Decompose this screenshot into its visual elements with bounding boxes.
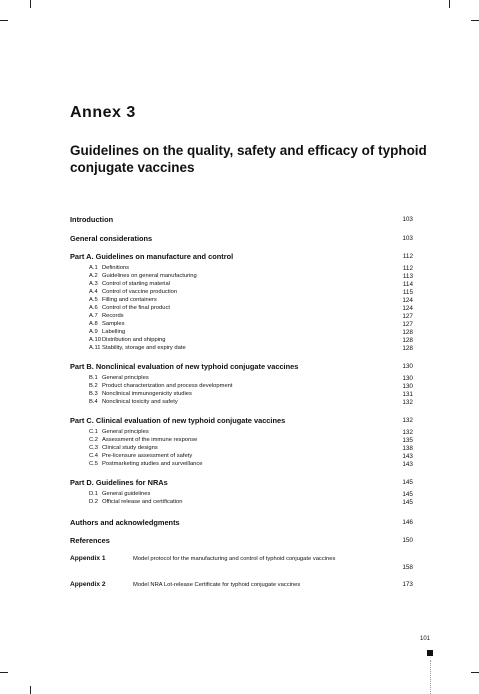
toc-number: A.5 [89, 297, 98, 303]
toc-page: 130 [402, 383, 413, 390]
toc-label: Stability, storage and expiry date [102, 345, 186, 351]
page-number: 101 [420, 636, 431, 642]
toc-number: C.3 [89, 445, 99, 451]
toc-page: 113 [402, 273, 413, 280]
toc-appendix-text: Model protocol for the manufacturing and control of typhoid conjugate vaccines [133, 556, 336, 562]
toc-page: 143 [402, 453, 413, 460]
toc-label: Filling and containers [102, 297, 157, 303]
crop-mark [30, 686, 31, 694]
toc-number: C.1 [89, 429, 99, 435]
crop-mark [471, 672, 479, 673]
toc-label: Distribution and shipping [102, 337, 166, 343]
annex-heading: Annex 3 [70, 104, 136, 121]
toc-number: A.8 [89, 321, 98, 327]
toc-label: General principles [102, 375, 149, 381]
toc-label: Records [102, 313, 124, 319]
toc-label: Labelling [102, 329, 126, 335]
toc-number: B.3 [89, 391, 98, 397]
toc-label: Nonclinical toxicity and safety [102, 399, 178, 405]
toc-entry-authors[interactable] [0, 518, 479, 527]
toc-page: 150 [402, 537, 413, 544]
crop-mark [0, 20, 8, 21]
toc-label: Clinical study designs [102, 445, 158, 451]
toc-label: Assessment of the immune response [102, 437, 198, 443]
toc-page: 128 [402, 337, 413, 344]
page-title: Guidelines on the quality, safety and efficacy of typhoid conjugate vaccines [70, 143, 427, 175]
thumb-tab-marker [427, 650, 433, 656]
toc-subentry[interactable] [0, 498, 479, 507]
toc-page: 131 [402, 391, 413, 398]
toc-label: Control of starting material [102, 281, 170, 287]
toc-label: General guidelines [102, 491, 151, 497]
toc-entry-appendix-2[interactable] [0, 580, 479, 589]
toc-number: C.5 [89, 461, 99, 467]
toc-page: 127 [402, 313, 413, 320]
toc-number: D.2 [89, 499, 99, 505]
toc-page: 135 [402, 437, 413, 444]
toc-number: A.3 [89, 281, 98, 287]
toc-label: Postmarketing studies and surveillance [102, 461, 203, 467]
toc-page: 143 [402, 461, 413, 468]
toc-number: A.10 [89, 337, 101, 343]
toc-label: Guidelines on general manufacturing [102, 273, 197, 279]
toc-label: Control of the final product [102, 305, 170, 311]
toc-label: Pre-licensure assessment of safety [102, 453, 193, 459]
crop-mark [471, 20, 479, 21]
toc-page: 112 [402, 265, 413, 272]
toc-subentry[interactable] [0, 344, 479, 353]
toc-appendix-text: Model NRA Lot-release Certificate for typhoid conjugate vaccines [133, 582, 301, 588]
crop-mark [449, 0, 450, 8]
toc-number: A.7 [89, 313, 98, 319]
toc-number: D.1 [89, 491, 99, 497]
toc-entry-part-b[interactable] [0, 362, 479, 371]
toc-label: Authors and acknowledgments [70, 518, 180, 527]
toc-page: 173 [402, 581, 413, 588]
toc-page: 124 [402, 305, 413, 312]
trim-line [430, 660, 431, 694]
toc-subentry[interactable] [0, 398, 479, 407]
toc-label: Introduction [70, 215, 114, 224]
toc-page: 132 [402, 399, 413, 406]
toc-page: 128 [402, 329, 413, 336]
toc-entry-appendix-1[interactable] [0, 554, 479, 572]
toc-page: 132 [402, 417, 413, 424]
toc-page: 112 [402, 253, 413, 260]
toc-entry-part-d[interactable] [0, 478, 479, 487]
toc-page: 124 [402, 297, 413, 304]
toc-page: 145 [402, 491, 413, 498]
crop-mark [30, 0, 31, 8]
toc-page: 138 [402, 445, 413, 452]
toc-label: Official release and certification [102, 499, 183, 505]
toc-entry-introduction[interactable] [0, 215, 479, 224]
toc-number: A.1 [89, 265, 98, 271]
toc-number: A.9 [89, 329, 98, 335]
toc-label: Part A. Guidelines on manufacture and control [70, 252, 234, 261]
toc-page: 114 [402, 281, 413, 288]
toc-subentry[interactable] [0, 460, 479, 469]
toc-entry-general[interactable] [0, 234, 479, 243]
toc-entry-part-c[interactable] [0, 416, 479, 425]
toc-number: B.2 [89, 383, 98, 389]
toc-label: Appendix 1 [70, 555, 106, 562]
toc-number: B.4 [89, 399, 98, 405]
toc-number: A.4 [89, 289, 98, 295]
toc-label: Product characterization and process development [102, 383, 233, 389]
toc-label: Control of vaccine production [102, 289, 178, 295]
toc-page: 130 [402, 375, 413, 382]
toc-page: 145 [402, 479, 413, 486]
toc-page: 115 [402, 289, 413, 296]
toc-number: A.6 [89, 305, 98, 311]
toc-label: Samples [102, 321, 125, 327]
toc-label: Part C. Clinical evaluation of new typhoid conjugate vaccines [70, 416, 286, 425]
toc-page: 132 [402, 429, 413, 436]
toc-label: General considerations [70, 234, 153, 243]
toc-page: 145 [402, 499, 413, 506]
toc-entry-part-a[interactable] [0, 252, 479, 261]
toc-number: C.4 [89, 453, 99, 459]
toc-label: Nonclinical immunogenicity studies [102, 391, 192, 397]
toc-page: 158 [402, 564, 413, 571]
toc-number: B.1 [89, 375, 98, 381]
crop-mark [0, 672, 8, 673]
toc-label: Definitions [102, 265, 130, 271]
toc-label: Appendix 2 [70, 581, 106, 588]
toc-label: Part D. Guidelines for NRAs [70, 478, 168, 487]
toc-label: General principles [102, 429, 149, 435]
toc-entry-references[interactable] [0, 536, 479, 545]
toc-label: Part B. Nonclinical evaluation of new typhoid conjugate vaccines [70, 362, 299, 371]
toc-label: References [70, 536, 110, 545]
toc-page: 146 [402, 519, 413, 526]
toc-page: 130 [402, 363, 413, 370]
toc-number: A.2 [89, 273, 98, 279]
toc-page: 128 [402, 345, 413, 352]
toc-page: 127 [402, 321, 413, 328]
toc-number: A.11 [89, 345, 101, 351]
toc-number: C.2 [89, 437, 99, 443]
toc-page: 103 [402, 235, 413, 242]
toc-page: 103 [402, 216, 413, 223]
